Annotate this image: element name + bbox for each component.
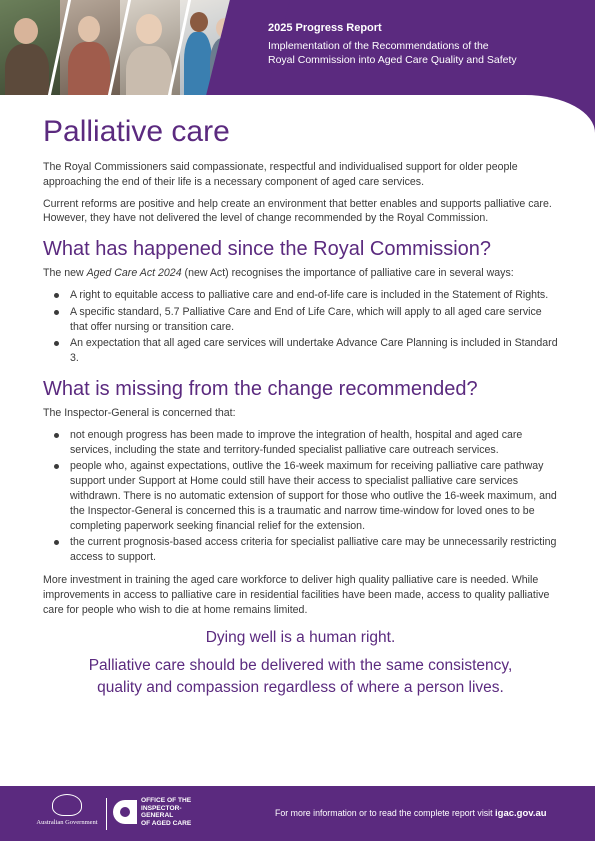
section2-bullet-list xyxy=(43,428,558,565)
igac-logo: OFFICE OF THE INSPECTOR- GENERAL OF AGED CARE xyxy=(113,797,203,831)
list-item: the current prognosis-based access criteria for specialist palliative care may be unnecessarily restricting access to support. xyxy=(43,535,558,565)
intro-paragraph: The Royal Commissioners said compassionate, respectful and individualised support for older people approaching the end of their life is a necessary component of aged care services. xyxy=(43,161,518,188)
list-item: An expectation that all aged care services will undertake Advance Care Planning is included in Standard 3. xyxy=(43,336,558,366)
footer-website-link[interactable]: igac.gov.au xyxy=(495,808,547,819)
section2-lead: The Inspector-General is concerned that: xyxy=(43,406,236,419)
quote-human-right: Dying well is a human right. xyxy=(205,629,396,647)
bullet-icon xyxy=(54,310,59,315)
list-item: A right to equitable access to palliative care and end-of-life care is included in the Statement of Rights. xyxy=(43,288,558,303)
footer-divider xyxy=(106,798,107,830)
section-heading-missing: What is missing from the change recommended? xyxy=(43,377,478,400)
list-item: A specific standard, 5.7 Palliative Care and End of Life Care, which will apply to all aged care service that offer nursing or transition care. xyxy=(43,305,558,335)
intro-paragraph: Current reforms are positive and help create an environment that better enables and supports palliative care. However, they have not delivered the level of change recommended by the Royal Commission. xyxy=(43,197,552,225)
photo-strip xyxy=(0,0,240,95)
page-title: Palliative care xyxy=(43,115,230,148)
bullet-icon xyxy=(54,540,59,545)
bullet-icon xyxy=(54,293,59,298)
bullet-icon xyxy=(54,341,59,346)
list-item: people who, against expectations, outlive the 16-week maximum for receiving palliative care pathway support under Support at Home could still have their access to specialist palliative care services withdrawn. There is no automatic extension of support for those who outlive the 16-week maximum, and the Inspector-General is concerned this is a traumatic and narrow time-window for loved ones to be completing paperwork seeking financial relief for the extension. xyxy=(43,459,558,533)
footer-bar xyxy=(0,786,595,841)
header-banner xyxy=(0,0,595,95)
coat-of-arms-icon xyxy=(52,794,82,816)
section1-bullet-list xyxy=(43,288,558,366)
list-item: not enough progress has been made to improve the integration of health, hospital and aged care services, including the state and territory-funded specialist palliative care outreach services. xyxy=(43,428,558,458)
igac-mark-icon xyxy=(113,800,137,824)
section1-lead: The new Aged Care Act 2024 (new Act) recognises the importance of palliative care in several ways: xyxy=(43,267,514,280)
footer-info-text: For more information or to read the complete report visit igac.gov.au xyxy=(275,808,547,819)
report-subtitle: Implementation of the Recommendations of the Royal Commission into Aged Care Quality and Safety xyxy=(268,40,517,66)
closing-paragraph: More investment in training the aged care workforce to deliver high quality palliative care is needed. While improvements in access to palliative care in residential facilities have been made, access to quality palliative care for people who wish to die at home remains limited. xyxy=(43,573,550,616)
bullet-icon xyxy=(54,464,59,469)
main-content xyxy=(43,112,558,699)
australian-government-logo: Australian Government xyxy=(30,794,104,834)
quote-consistency: Palliative care should be delivered with the same consistency, quality and compassion regardless of where a person lives. xyxy=(88,657,513,697)
section-heading-happened: What has happened since the Royal Commission? xyxy=(43,238,492,261)
bullet-icon xyxy=(54,433,59,438)
report-year: 2025 Progress Report xyxy=(268,22,382,34)
